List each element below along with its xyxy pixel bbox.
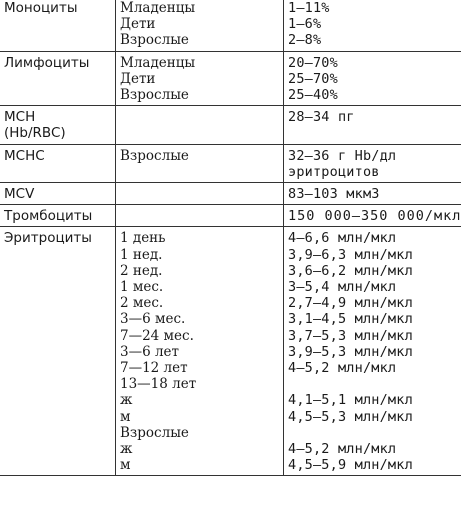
row-name xyxy=(0,0,116,51)
row-name-text: (Hb/RBC) xyxy=(4,125,66,142)
group-label: 1 мес. xyxy=(120,279,164,296)
row-name-text: МСНС xyxy=(4,147,45,164)
value-label: 3—5,4 млн/мкл xyxy=(288,279,397,296)
group-label: Взрослые xyxy=(120,147,189,164)
value-label: 3,7—5,3 млн/мкл xyxy=(288,327,413,344)
group-label: ж xyxy=(120,441,133,458)
table-row-mcv xyxy=(0,183,461,205)
row-values xyxy=(284,144,461,182)
value-label xyxy=(288,376,457,392)
value-label: 4,5—5,9 млн/мкл xyxy=(288,457,413,474)
row-name xyxy=(0,106,116,144)
row-groups xyxy=(116,106,284,144)
value-label: 1—11% xyxy=(288,0,330,16)
value-label: 2,7—4,9 млн/мкл xyxy=(288,295,413,312)
row-values xyxy=(284,183,461,205)
value-label: 25—40% xyxy=(288,87,338,104)
value-label: 32—36 г Hb/дл xyxy=(288,147,397,164)
value-label: 4—5,2 млн/мкл xyxy=(288,360,397,377)
table-row-mch xyxy=(0,106,461,144)
group-label: Взрослые xyxy=(120,424,189,441)
row-groups xyxy=(116,205,284,227)
row-name xyxy=(0,227,116,476)
row-name xyxy=(0,51,116,106)
row-groups xyxy=(116,144,284,182)
group-label: 7—24 мес. xyxy=(120,327,194,344)
table-row-monocytes xyxy=(0,0,461,51)
row-values xyxy=(284,205,461,227)
row-name-text: Моноциты xyxy=(4,0,78,16)
row-values xyxy=(284,51,461,106)
value-label: 3,6—6,2 млн/мкл xyxy=(288,262,413,279)
value-label xyxy=(288,425,457,441)
row-name xyxy=(0,183,116,205)
group-label: 3—6 лет xyxy=(120,343,180,360)
group-label: Дети xyxy=(120,16,156,33)
group-label: м xyxy=(120,457,131,474)
value-label: 25—70% xyxy=(288,70,338,87)
row-groups xyxy=(116,51,284,106)
group-label: ж xyxy=(120,392,133,409)
value-label: 1—6% xyxy=(288,16,322,33)
group-label: м xyxy=(120,408,131,425)
row-name-text: MCV xyxy=(4,186,35,203)
group-label: Взрослые xyxy=(120,87,189,104)
row-groups xyxy=(116,227,284,476)
value-label: 20—70% xyxy=(288,54,338,71)
group-label: Младенцы xyxy=(120,0,196,16)
row-values xyxy=(284,106,461,144)
group-label: 2 нед. xyxy=(120,262,163,279)
row-values xyxy=(284,227,461,476)
value-label: 4—6,6 млн/мкл xyxy=(288,230,397,247)
value-label: 4,5—5,3 млн/мкл xyxy=(288,408,413,425)
group-label: 1 день xyxy=(120,230,166,247)
group-label: 13—18 лет xyxy=(120,376,197,393)
table-row-erythrocytes xyxy=(0,227,461,476)
group-label: Взрослые xyxy=(120,32,189,49)
table-row-lymphocytes xyxy=(0,51,461,106)
row-name-text: Эритроциты xyxy=(4,230,92,247)
table-row-mchc xyxy=(0,144,461,182)
row-name-text: МСН xyxy=(4,109,36,126)
row-groups xyxy=(116,183,284,205)
table-row-platelets xyxy=(0,205,461,227)
value-label: 150 000—350 000/мкл xyxy=(288,208,461,225)
value-label: 3,9—5,3 млн/мкл xyxy=(288,343,413,360)
row-groups xyxy=(116,0,284,51)
group-label: Дети xyxy=(120,70,156,87)
value-label: 83—103 мкм3 xyxy=(288,186,380,203)
row-values xyxy=(284,0,461,51)
value-label: 3,1—4,5 млн/мкл xyxy=(288,311,413,328)
row-name-text: Тромбоциты xyxy=(4,208,93,225)
value-label: 4—5,2 млн/мкл xyxy=(288,441,397,458)
value-label: эритроцитов xyxy=(288,163,380,180)
value-label: 4,1—5,1 млн/мкл xyxy=(288,392,413,409)
group-label: Младенцы xyxy=(120,54,196,71)
value-label: 3,9—6,3 млн/мкл xyxy=(288,246,413,263)
value-label: 28—34 пг xyxy=(288,109,355,126)
group-label: 2 мес. xyxy=(120,295,164,312)
group-label: 3—6 мес. xyxy=(120,311,186,328)
group-label: 1 нед. xyxy=(120,246,163,263)
group-label: 7—12 лет xyxy=(120,360,188,377)
row-name xyxy=(0,144,116,182)
value-label: 2—8% xyxy=(288,32,322,49)
row-name xyxy=(0,205,116,227)
row-name-text: Лимфоциты xyxy=(4,54,90,71)
